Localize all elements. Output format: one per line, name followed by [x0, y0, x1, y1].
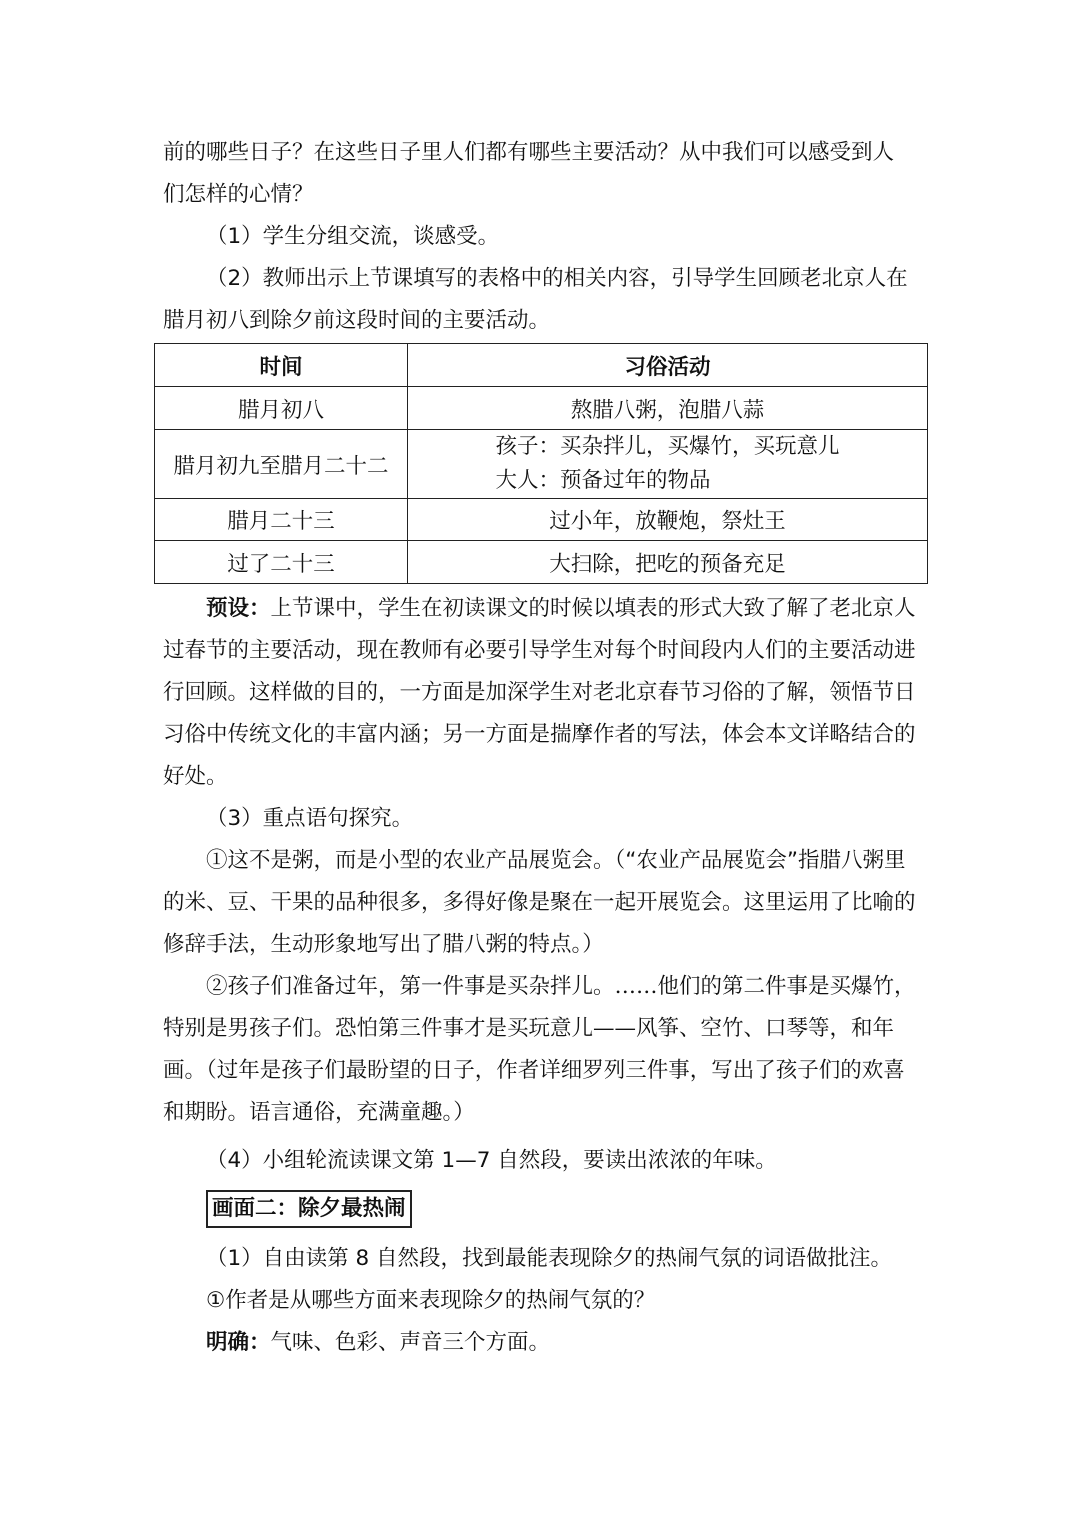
table-row [155, 499, 928, 541]
quote-1 [163, 840, 923, 966]
activity-multiline [495, 430, 839, 498]
table-row [155, 387, 928, 430]
table-header-row [155, 344, 928, 387]
quote-1-note: （“农业产品展览会”指腊八粥里的米、豆、干果的品种很多，多得好像是聚在一起开展览会。这里运用了比喻的修辞手法，生动形象地写出了腊八粥的特点。） [163, 848, 916, 957]
section-title: 画面二：除夕最热闹 [206, 1190, 412, 1228]
intro-line-1: 前的哪些日子？在这些日子里人们都有哪些主要活动？从中我们可以感受到人 [163, 140, 895, 165]
header-activity: 习俗活动 [408, 344, 928, 387]
table-row [155, 541, 928, 584]
step-2-line-2: 腊月初八到除夕前这段时间的主要活动。 [163, 308, 551, 333]
activity-adults: 大人：预备过年的物品 [495, 468, 711, 493]
answer [163, 1322, 923, 1364]
cell-activity [408, 430, 928, 499]
cell-time: 腊月初九至腊月二十二 [155, 430, 408, 499]
step-2-line-1: （2）教师出示上节课填写的表格中的相关内容，引导学生回顾老北京人在 [206, 266, 908, 291]
question-1: ①作者是从哪些方面来表现除夕的热闹气氛的？ [206, 1288, 656, 1313]
cell-time: 过了二十三 [155, 541, 408, 584]
answer-text: 气味、色彩、声音三个方面。 [270, 1330, 551, 1355]
preset-label: 预设： [206, 596, 271, 621]
cell-activity: 熬腊八粥，泡腊八蒜 [408, 387, 928, 430]
quote-1-text: ①这不是粥，而是小型的农业产品展览会。 [206, 848, 615, 873]
section-step-1: （1）自由读第 8 自然段，找到最能表现除夕的热闹气氛的词语做批注。 [206, 1246, 893, 1271]
step-4: （4）小组轮流读课文第 1—7 自然段，要读出浓浓的年味。 [206, 1148, 777, 1173]
cell-time: 腊月二十三 [155, 499, 408, 541]
cell-time: 腊月初八 [155, 387, 408, 430]
activity-children: 孩子：买杂拌儿，买爆竹，买玩意儿 [495, 434, 840, 459]
cell-activity: 过小年，放鞭炮，祭灶王 [408, 499, 928, 541]
customs-table [154, 343, 928, 584]
quote-2 [163, 966, 923, 1134]
quote-2-note: （过年是孩子们最盼望的日子，作者详细罗列三件事，写出了孩子们的欢喜和期盼。语言通俗，充满童趣。） [163, 1058, 905, 1125]
preset-text: 上节课中，学生在初读课文的时候以填表的形式大致了解了老北京人过春节的主要活动，现在教师有必要引导学生对每个时间段内人们的主要活动进行回顾。这样做的目的，一方面是加深学生对老北京春节习俗的了解，领悟节日习俗中传统文化的丰富内涵；另一方面是揣摩作者的写法，体会本文详略结合的好处。 [163, 596, 916, 789]
cell-activity: 大扫除，把吃的预备充足 [408, 541, 928, 584]
quote-2-text: ②孩子们准备过年，第一件事是买杂拌儿。……他们的第二件事是买爆竹，特别是男孩子们。恐怕第三件事才是买玩意儿——风筝、空竹、口琴等，和年画。 [163, 974, 916, 1083]
step-3: （3）重点语句探究。 [206, 806, 414, 831]
intro-line-2: 们怎样的心情？ [163, 182, 314, 207]
preset-paragraph [163, 588, 923, 798]
answer-label: 明确： [206, 1330, 271, 1355]
header-time: 时间 [155, 344, 408, 387]
table-row [155, 430, 928, 499]
step-1: （1）学生分组交流，谈感受。 [206, 224, 500, 249]
